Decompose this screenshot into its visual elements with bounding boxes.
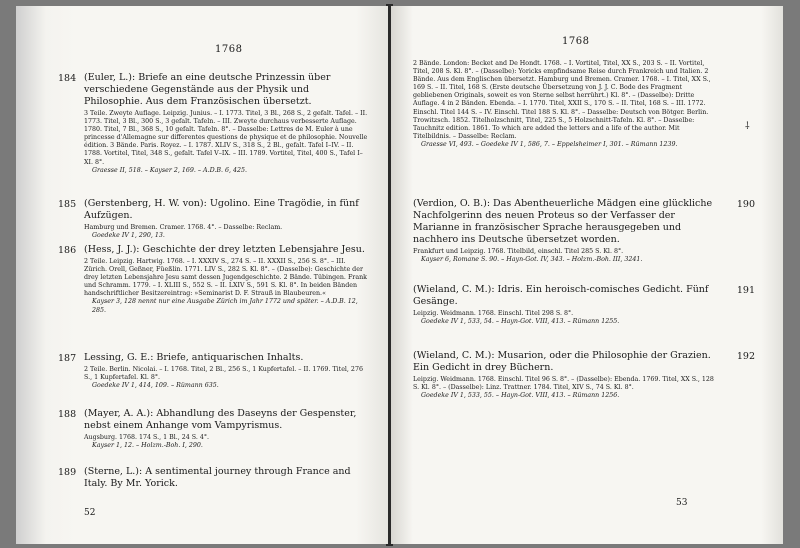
left-page — [16, 6, 388, 544]
entry-number: 186 — [58, 245, 77, 256]
entry-number: 185 — [58, 199, 77, 210]
entry-refs: Goedeke IV 1, 290, 13. — [92, 232, 165, 240]
entry-details: Leipzig. Weidmann. 1768. Einschl. Titel 96 S. 8°. – (Dasselbe): Ebenda. 1769. Titel, XX S., 128 S. Kl. 8°. – (Dasselbe): Linz. Trattner. 1784. Titel, XIV S., 74 S. Kl. 8°. — [413, 376, 714, 392]
entry-number: 190 — [736, 199, 755, 210]
entry-title: (Hess, J. J.): Geschichte der drey letzten Lebensjahre Jesu. — [84, 244, 365, 255]
entry-refs: Kayser 6, Romane S. 90. – Hayn-Got. IV, 343. – Holzm.-Boh. III, 3241. — [421, 256, 643, 264]
entry-title: (Verdion, O. B.): Das Abentheuerliche Mädgen eine glückliche Nachfolgerinn des neuen Proteus so der Verfasser der Marianne in französischer Sprache herausgegeben und nachhero ins Deutsche übersetzet worden. — [413, 198, 713, 245]
entry-189 — [58, 466, 368, 490]
entry-188 — [58, 408, 368, 450]
entry-title: (Mayer, A. A.): Abhandlung des Daseyns der Gespenster, nebst einem Anhange vom Vampyrismus. — [84, 408, 357, 431]
entry-details: Leipzig. Weidmann. 1768. Einschl. Titel 298 S. 8°. — [413, 310, 574, 317]
running-head: 1768 — [215, 44, 243, 55]
running-head: 1768 — [562, 36, 590, 47]
entry-187 — [58, 352, 368, 390]
page-number: 52 — [84, 508, 96, 518]
entry-number: 189 — [58, 467, 77, 478]
entry-details: Augsburg. 1768. 174 S., 1 Bl., 24 S. 4°. — [84, 434, 210, 441]
entry-number: 188 — [58, 409, 77, 420]
entry-189-continuation — [413, 60, 715, 149]
entry-details: 2 Teile. Leipzig. Hartwig. 1768. – I. XXXIV S., 274 S. – II. XXXII S., 256 S. 8°. – III. Zürich. Orell, Geßner, Füeßlin. 1771. LIV S., 282 S. Kl. 8°. – (Dasselbe): Geschichte der drey letzten Lebensjahre Jesu samt dessen Jugendgeschichte. 2 Bände. Tübingen. Frank und Schramm. 1779. – I. XLIII S., 552 S. – II. LXIV S., 591 S. Kl. 8°. In beiden Bänden handschriftlicher Besitzereintrag: »Seminarist D. F. Strauß in Blaubeuren.« — [84, 258, 367, 298]
entry-refs: Goedeke IV 1, 533, 54. – Hayn-Got. VIII, 413. – Rümann 1255. — [421, 318, 620, 326]
entry-details: 2 Bände. London: Becket and De Hondt. 1768. – I. Vortitel, Titel, XX S., 203 S. – II. Vortitel, Titel, 208 S. Kl. 8°. – (Dasselbe): Yoricks empfindsame Reise durch Frankreich und Italien. 2 Bände. Aus dem Englischen übersetzt. Hamburg und Bremen. Cramer. 1768. – I. Titel, XX S., 169 S. – II. Titel, 168 S. (Erste deutsche Übersetzung von J. J. C. Bode des Fragment gebliebenen Originals, soweit es von Sterne selbst herrührt.) Kl. 8°. – (Dasselbe): Dritte Auflage. 4 in 2 Bänden. Ebenda. – I. 1770. Titel, XXII S., 170 S. – II. Titel, 168 S. – III. 1772. Einschl. Titel 144 S. – IV. Einschl. Titel 188 S. Kl. 8°. – Dasselbe: Deutsch von Bötger. Berlin. Trowitzsch. 1852. Titelholzschnitt, Titel, 225 S., 5 Holzschnitt-Tafeln. Kl. 8°. – Dasselbe: Tauchnitz edition. 1861. To which are added the letters and a life of the author. Mit Titelbildnis. – Dasselbe: Reclam. — [413, 60, 711, 140]
entry-refs: Kayser 1, 12. – Holzm.-Boh. I, 290. — [92, 442, 203, 450]
margin-pencil-mark: ⸸ — [745, 121, 750, 132]
entry-184 — [58, 72, 368, 175]
right-page — [391, 6, 783, 544]
entry-title: Lessing, G. E.: Briefe, antiquarischen Inhalts. — [84, 352, 304, 363]
entry-refs: Graesse VI, 493. – Goedeke IV 1, 586, 7. – Eppelsheimer I, 301. – Rümann 1239. — [421, 140, 678, 148]
entry-refs: Goedeke IV 1, 533, 55. – Hayn-Got. VIII, 413. – Rümann 1256. — [421, 392, 620, 400]
entry-number: 187 — [58, 353, 77, 364]
entry-title: (Sterne, L.): A sentimental journey through France and Italy. By Mr. Yorick. — [84, 466, 351, 489]
page-number: 53 — [676, 498, 688, 508]
entry-190 — [413, 198, 755, 264]
entry-191 — [413, 284, 755, 326]
entry-details: Hamburg und Bremen. Cramer. 1768. 4°. – Dasselbe: Reclam. — [84, 224, 283, 231]
entry-details: 3 Teile. Zweyte Auflage. Leipzig. Junius. – I. 1773. Titel, 3 Bl., 268 S., 2 gefalt. Tafel. – II. 1773. Titel, 3 Bl., 300 S., 3 gefalt. Tafeln. – III. Zweyte durchaus verbesserte Auflage. 1780. Titel, 7 Bl., 368 S., 10 gefalt. Tafeln. 8°. – Dasselbe: Lettres de M. Euler à une princesse d'Allemagne sur differentes questions de physique et de philosophie. Nouvelle édition. 3 Bände. Paris. Royez. – I. 1787. XLIV S., 318 S., 2 Bl., gefalt. Tafel I–IV. – II. 1788. Vortitel, Titel, 348 S., gefalt. Tafel V–IX. – III. 1789. Vortitel, Titel, 400 S., Tafel I–XI. 8°. — [84, 110, 368, 166]
entry-185 — [58, 198, 368, 240]
entry-186 — [58, 244, 368, 315]
entry-refs: Graesse II, 518. – Kayser 2, 169. – A.D.B. 6, 425. — [92, 166, 248, 174]
entry-title: (Gerstenberg, H. W. von): Ugolino. Eine Tragödie, in fünf Aufzügen. — [84, 198, 359, 221]
entry-title: (Wieland, C. M.): Idris. Ein heroisch-comisches Gedicht. Fünf Gesänge. — [413, 284, 709, 307]
entry-refs: Goedeke IV 1, 414, 109. – Rümann 635. — [92, 382, 219, 390]
entry-title: (Euler, L.): Briefe an eine deutsche Prinzessin über verschiedene Gegenstände aus der Physik und Philosophie. Aus dem Französischen übersetzt. — [84, 72, 331, 107]
entry-title: (Wieland, C. M.): Musarion, oder die Philosophie der Grazien. Ein Gedicht in drey Büchern. — [413, 350, 711, 373]
entry-details: Frankfurt und Leipzig. 1768. Titelbild, einschl. Titel 285 S. Kl. 8°. — [413, 248, 624, 255]
entry-refs: Kayser 3, 128 nennt nur eine Ausgabe Zürich im Jahr 1772 und später. – A.D.B. 12, 285. — [92, 298, 358, 314]
entry-number: 191 — [736, 285, 755, 296]
entry-number: 184 — [58, 73, 77, 84]
entry-details: 2 Teile. Berlin. Nicolai. – I. 1768. Titel, 2 Bl., 256 S., 1 Kupfertafel. – II. 1769. Titel, 276 S., 1 Kupfertafel. Kl. 8°. — [84, 366, 363, 382]
entry-number: 192 — [736, 351, 755, 362]
entry-192 — [413, 350, 755, 400]
